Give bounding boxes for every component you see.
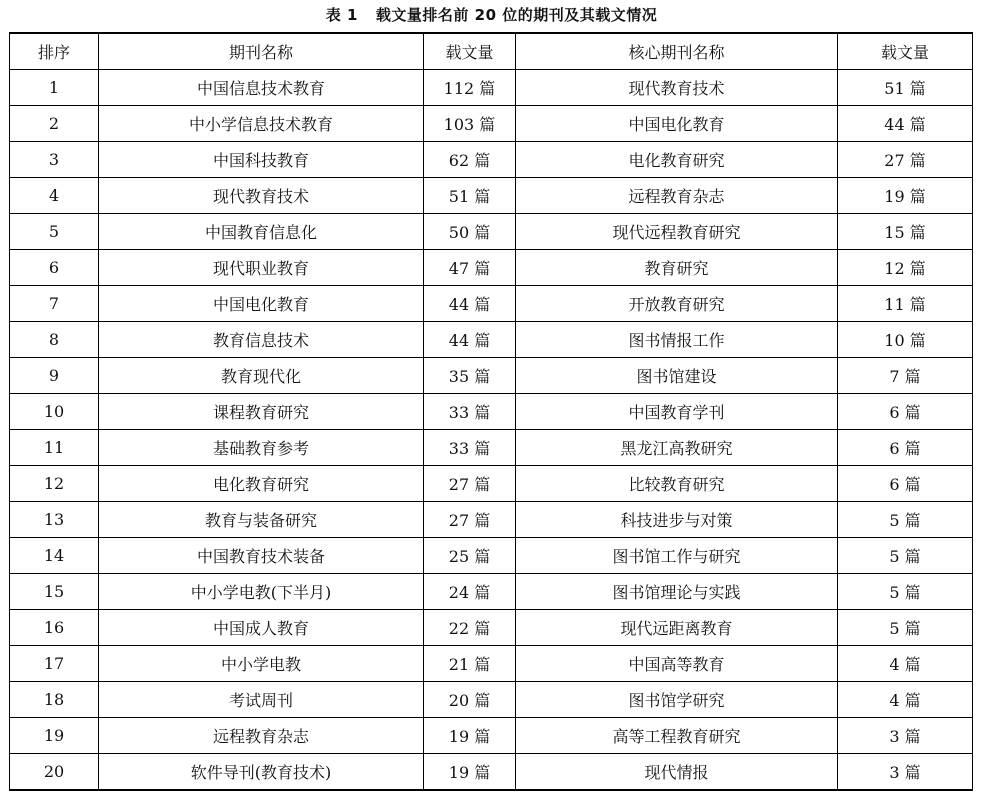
cell-core-journal: 图书馆工作与研究 — [516, 538, 838, 574]
cell-count: 21 篇 — [424, 646, 516, 682]
table-row — [10, 646, 973, 682]
cell-core-journal: 现代教育技术 — [516, 70, 838, 106]
table-row — [10, 142, 973, 178]
journal-table — [9, 32, 973, 791]
cell-core-count: 51 篇 — [838, 70, 973, 106]
table-row — [10, 70, 973, 106]
table-row — [10, 106, 973, 142]
cell-rank: 9 — [10, 358, 99, 394]
cell-rank: 13 — [10, 502, 99, 538]
cell-journal: 中国成人教育 — [99, 610, 424, 646]
cell-count: 33 篇 — [424, 394, 516, 430]
cell-core-count: 44 篇 — [838, 106, 973, 142]
header-rank: 排序 — [10, 33, 99, 70]
cell-core-journal: 科技进步与对策 — [516, 502, 838, 538]
cell-count: 35 篇 — [424, 358, 516, 394]
cell-core-count: 19 篇 — [838, 178, 973, 214]
cell-core-count: 4 篇 — [838, 646, 973, 682]
table-header — [10, 33, 973, 70]
table-row — [10, 358, 973, 394]
cell-count: 20 篇 — [424, 682, 516, 718]
table-title: 载文量排名前 20 位的期刊及其载文情况 — [375, 6, 658, 24]
cell-rank: 11 — [10, 430, 99, 466]
table-row — [10, 286, 973, 322]
table-row — [10, 682, 973, 718]
cell-core-journal: 比较教育研究 — [516, 466, 838, 502]
cell-rank: 2 — [10, 106, 99, 142]
cell-journal: 中小学电教(下半月) — [99, 574, 424, 610]
cell-rank: 15 — [10, 574, 99, 610]
cell-core-count: 4 篇 — [838, 682, 973, 718]
cell-count: 112 篇 — [424, 70, 516, 106]
cell-core-count: 15 篇 — [838, 214, 973, 250]
cell-rank: 8 — [10, 322, 99, 358]
header-count: 载文量 — [424, 33, 516, 70]
table-row — [10, 502, 973, 538]
cell-core-journal: 中国教育学刊 — [516, 394, 838, 430]
table-caption — [0, 4, 983, 26]
header-core-count: 载文量 — [838, 33, 973, 70]
table-row — [10, 322, 973, 358]
cell-journal: 电化教育研究 — [99, 466, 424, 502]
cell-count: 27 篇 — [424, 466, 516, 502]
cell-count: 51 篇 — [424, 178, 516, 214]
cell-core-count: 27 篇 — [838, 142, 973, 178]
table-row — [10, 718, 973, 754]
cell-rank: 10 — [10, 394, 99, 430]
cell-core-journal: 图书馆学研究 — [516, 682, 838, 718]
cell-count: 19 篇 — [424, 754, 516, 791]
cell-rank: 4 — [10, 178, 99, 214]
cell-core-journal: 图书馆建设 — [516, 358, 838, 394]
cell-core-count: 6 篇 — [838, 430, 973, 466]
header-journal: 期刊名称 — [99, 33, 424, 70]
table-body — [10, 70, 973, 791]
cell-count: 44 篇 — [424, 286, 516, 322]
cell-rank: 16 — [10, 610, 99, 646]
cell-rank: 5 — [10, 214, 99, 250]
cell-journal: 中国信息技术教育 — [99, 70, 424, 106]
cell-core-journal: 高等工程教育研究 — [516, 718, 838, 754]
table-number: 表 1 — [325, 6, 358, 24]
cell-rank: 1 — [10, 70, 99, 106]
cell-core-journal: 现代情报 — [516, 754, 838, 791]
cell-core-journal: 黑龙江高教研究 — [516, 430, 838, 466]
cell-journal: 教育与装备研究 — [99, 502, 424, 538]
cell-core-journal: 电化教育研究 — [516, 142, 838, 178]
table-row — [10, 178, 973, 214]
cell-core-journal: 中国电化教育 — [516, 106, 838, 142]
cell-count: 27 篇 — [424, 502, 516, 538]
cell-rank: 20 — [10, 754, 99, 791]
cell-core-count: 5 篇 — [838, 538, 973, 574]
cell-journal: 远程教育杂志 — [99, 718, 424, 754]
cell-core-count: 5 篇 — [838, 610, 973, 646]
table-row — [10, 430, 973, 466]
cell-rank: 14 — [10, 538, 99, 574]
cell-count: 44 篇 — [424, 322, 516, 358]
table-row — [10, 538, 973, 574]
cell-core-count: 3 篇 — [838, 754, 973, 791]
cell-journal: 中小学信息技术教育 — [99, 106, 424, 142]
cell-journal: 中国电化教育 — [99, 286, 424, 322]
cell-core-count: 6 篇 — [838, 466, 973, 502]
cell-journal: 中国教育信息化 — [99, 214, 424, 250]
cell-journal: 考试周刊 — [99, 682, 424, 718]
cell-core-count: 7 篇 — [838, 358, 973, 394]
cell-core-count: 6 篇 — [838, 394, 973, 430]
cell-count: 33 篇 — [424, 430, 516, 466]
cell-core-count: 5 篇 — [838, 502, 973, 538]
cell-core-journal: 图书馆理论与实践 — [516, 574, 838, 610]
header-row — [10, 33, 973, 70]
cell-core-journal: 中国高等教育 — [516, 646, 838, 682]
cell-core-journal: 现代远程教育研究 — [516, 214, 838, 250]
cell-count: 19 篇 — [424, 718, 516, 754]
cell-count: 24 篇 — [424, 574, 516, 610]
cell-count: 22 篇 — [424, 610, 516, 646]
cell-rank: 19 — [10, 718, 99, 754]
cell-count: 47 篇 — [424, 250, 516, 286]
cell-core-journal: 开放教育研究 — [516, 286, 838, 322]
cell-journal: 软件导刊(教育技术) — [99, 754, 424, 791]
cell-journal: 课程教育研究 — [99, 394, 424, 430]
cell-journal: 基础教育参考 — [99, 430, 424, 466]
table-row — [10, 394, 973, 430]
cell-rank: 7 — [10, 286, 99, 322]
cell-journal: 现代教育技术 — [99, 178, 424, 214]
cell-core-count: 3 篇 — [838, 718, 973, 754]
cell-journal: 教育现代化 — [99, 358, 424, 394]
cell-rank: 3 — [10, 142, 99, 178]
table-row — [10, 466, 973, 502]
cell-journal: 现代职业教育 — [99, 250, 424, 286]
cell-journal: 中国教育技术装备 — [99, 538, 424, 574]
cell-core-journal: 图书情报工作 — [516, 322, 838, 358]
cell-count: 25 篇 — [424, 538, 516, 574]
header-core-journal: 核心期刊名称 — [516, 33, 838, 70]
cell-rank: 12 — [10, 466, 99, 502]
cell-count: 50 篇 — [424, 214, 516, 250]
table-row — [10, 610, 973, 646]
table-row — [10, 214, 973, 250]
cell-count: 103 篇 — [424, 106, 516, 142]
cell-core-journal: 远程教育杂志 — [516, 178, 838, 214]
table-row — [10, 754, 973, 791]
cell-core-count: 5 篇 — [838, 574, 973, 610]
cell-core-count: 11 篇 — [838, 286, 973, 322]
cell-rank: 17 — [10, 646, 99, 682]
cell-core-journal: 现代远距离教育 — [516, 610, 838, 646]
table-row — [10, 574, 973, 610]
cell-count: 62 篇 — [424, 142, 516, 178]
cell-core-count: 12 篇 — [838, 250, 973, 286]
cell-journal: 中国科技教育 — [99, 142, 424, 178]
cell-core-count: 10 篇 — [838, 322, 973, 358]
cell-journal: 中小学电教 — [99, 646, 424, 682]
cell-core-journal: 教育研究 — [516, 250, 838, 286]
cell-journal: 教育信息技术 — [99, 322, 424, 358]
table-row — [10, 250, 973, 286]
cell-rank: 18 — [10, 682, 99, 718]
cell-rank: 6 — [10, 250, 99, 286]
